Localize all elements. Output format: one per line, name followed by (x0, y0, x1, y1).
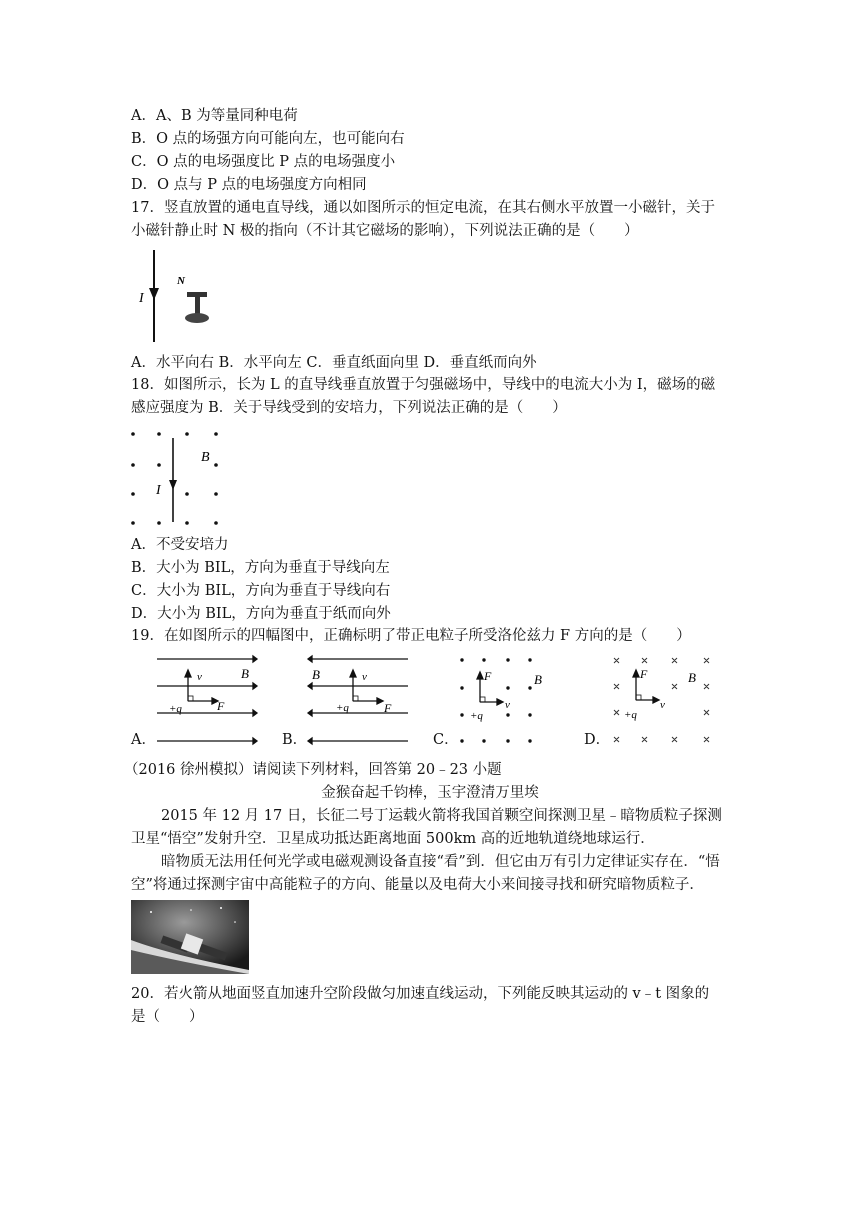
svg-text:B: B (312, 667, 320, 682)
q18-field-label: B (201, 450, 210, 465)
svg-text:v: v (505, 699, 510, 711)
q17-needle-base (185, 313, 209, 323)
reading-p2-line2: 空”将通过探测宇宙中高能粒子的方向、能量以及电荷大小来间接寻找和研究暗物质粒子． (131, 877, 704, 893)
q16-option-b: B．O 点的场强方向可能向左，也可能向右 (131, 131, 405, 147)
q19-figure-a (155, 652, 257, 747)
q18-stem-line2: 感应强度为 B．关于导线受到的安培力，下列说法正确的是（ ） (131, 400, 567, 416)
svg-text:+q: +q (169, 703, 182, 715)
q18-field-dots (131, 432, 218, 525)
svg-text:B: B (534, 672, 542, 687)
q18-current-label: I (156, 483, 161, 498)
svg-text:v: v (660, 699, 665, 711)
q18-field-svg (128, 428, 228, 528)
q19-option-c-label: C． (433, 732, 459, 748)
q17-wire-figure (131, 248, 231, 344)
satellite-photo (131, 900, 249, 974)
q18-option-d: D．大小为 BIL，方向为垂直于纸而向外 (131, 606, 391, 622)
q17-options: A．水平向右 B．水平向左 C．垂直纸面向里 D．垂直纸而向外 (131, 355, 537, 371)
q18-option-a: A．不受安培力 (131, 537, 229, 553)
q18-field-figure (128, 428, 228, 528)
reading-p2-line1: 暗物质无法用任何光学或电磁观测设备直接“看”到．但它由万有引力定律证实存在．“悟 (161, 854, 720, 870)
svg-text:B: B (688, 670, 696, 685)
svg-text:F: F (384, 701, 392, 715)
svg-text:+q: +q (336, 702, 349, 714)
q16-option-c: C．O 点的电场强度比 P 点的电场强度小 (131, 154, 396, 170)
svg-text:+q: +q (470, 710, 483, 722)
q16-option-d: D．O 点与 P 点的电场强度方向相同 (131, 177, 367, 193)
q18-stem-line1: 18．如图所示，长为 L 的直导线垂直放置于匀强磁场中，导线中的电流大小为 I，磁场的磁 (131, 377, 716, 393)
q20-stem-line1: 20．若火箭从地面竖直加速升空阶段做匀加速直线运动，下列能反映其运动的 v﹣t 图象的 (131, 986, 710, 1002)
svg-text:F: F (640, 667, 648, 681)
q17-wire-svg (131, 248, 231, 344)
svg-text:F: F (484, 669, 492, 683)
q17-current-label: I (139, 291, 144, 306)
q16-option-a: A．A、B 为等量同种电荷 (131, 108, 298, 124)
q19-option-a-label: A． (131, 732, 156, 748)
svg-text:B: B (241, 666, 249, 681)
q19-stem: 19．在如图所示的四幅图中，正确标明了带正电粒子所受洛伦兹力 F 方向的是（ ） (131, 628, 691, 644)
svg-text:+q: +q (624, 709, 637, 721)
svg-text:F: F (217, 699, 225, 713)
q17-needle-post (195, 296, 200, 316)
reading-title: 金猴奋起千钧棒，玉宇澄清万里埃 (321, 785, 539, 801)
q19-figure-c (458, 652, 542, 747)
q19-figure-d (612, 652, 722, 747)
reading-p1-line2: 卫星“悟空”发射升空．卫星成功抵达距离地面 500km 高的近地轨道绕地球运行． (131, 831, 655, 847)
q17-current-arrow (149, 288, 159, 300)
q17-stem-line1: 17．竖直放置的通电直导线，通以如图所示的恒定电流，在其右侧水平放置一小磁针，关于 (131, 200, 715, 216)
q18-option-b: B．大小为 BIL，方向为垂直于导线向左 (131, 560, 390, 576)
q18-current-arrow (169, 480, 177, 490)
q19-figure-b (308, 652, 410, 747)
q19-option-d-label: D． (584, 732, 611, 748)
q19-option-b-label: B． (282, 732, 308, 748)
svg-text:v: v (362, 671, 367, 683)
svg-text:v: v (197, 671, 202, 683)
q17-stem-line2: 小磁针静止时 N 极的指向（不计其它磁场的影响），下列说法正确的是（ ） (131, 223, 639, 239)
reading-p1-line1: 2015 年 12 月 17 日，长征二号丁运载火箭将我国首颗空间探测卫星﹣暗物质粒子探测 (161, 808, 722, 824)
q17-north-label: N (177, 275, 185, 287)
q20-stem-line2: 是（ ） (131, 1009, 204, 1025)
reading-intro: （2016 徐州模拟）请阅读下列材料，回答第 20﹣23 小题 (124, 762, 502, 778)
q18-option-c: C．大小为 BIL，方向为垂直于导线向右 (131, 583, 391, 599)
